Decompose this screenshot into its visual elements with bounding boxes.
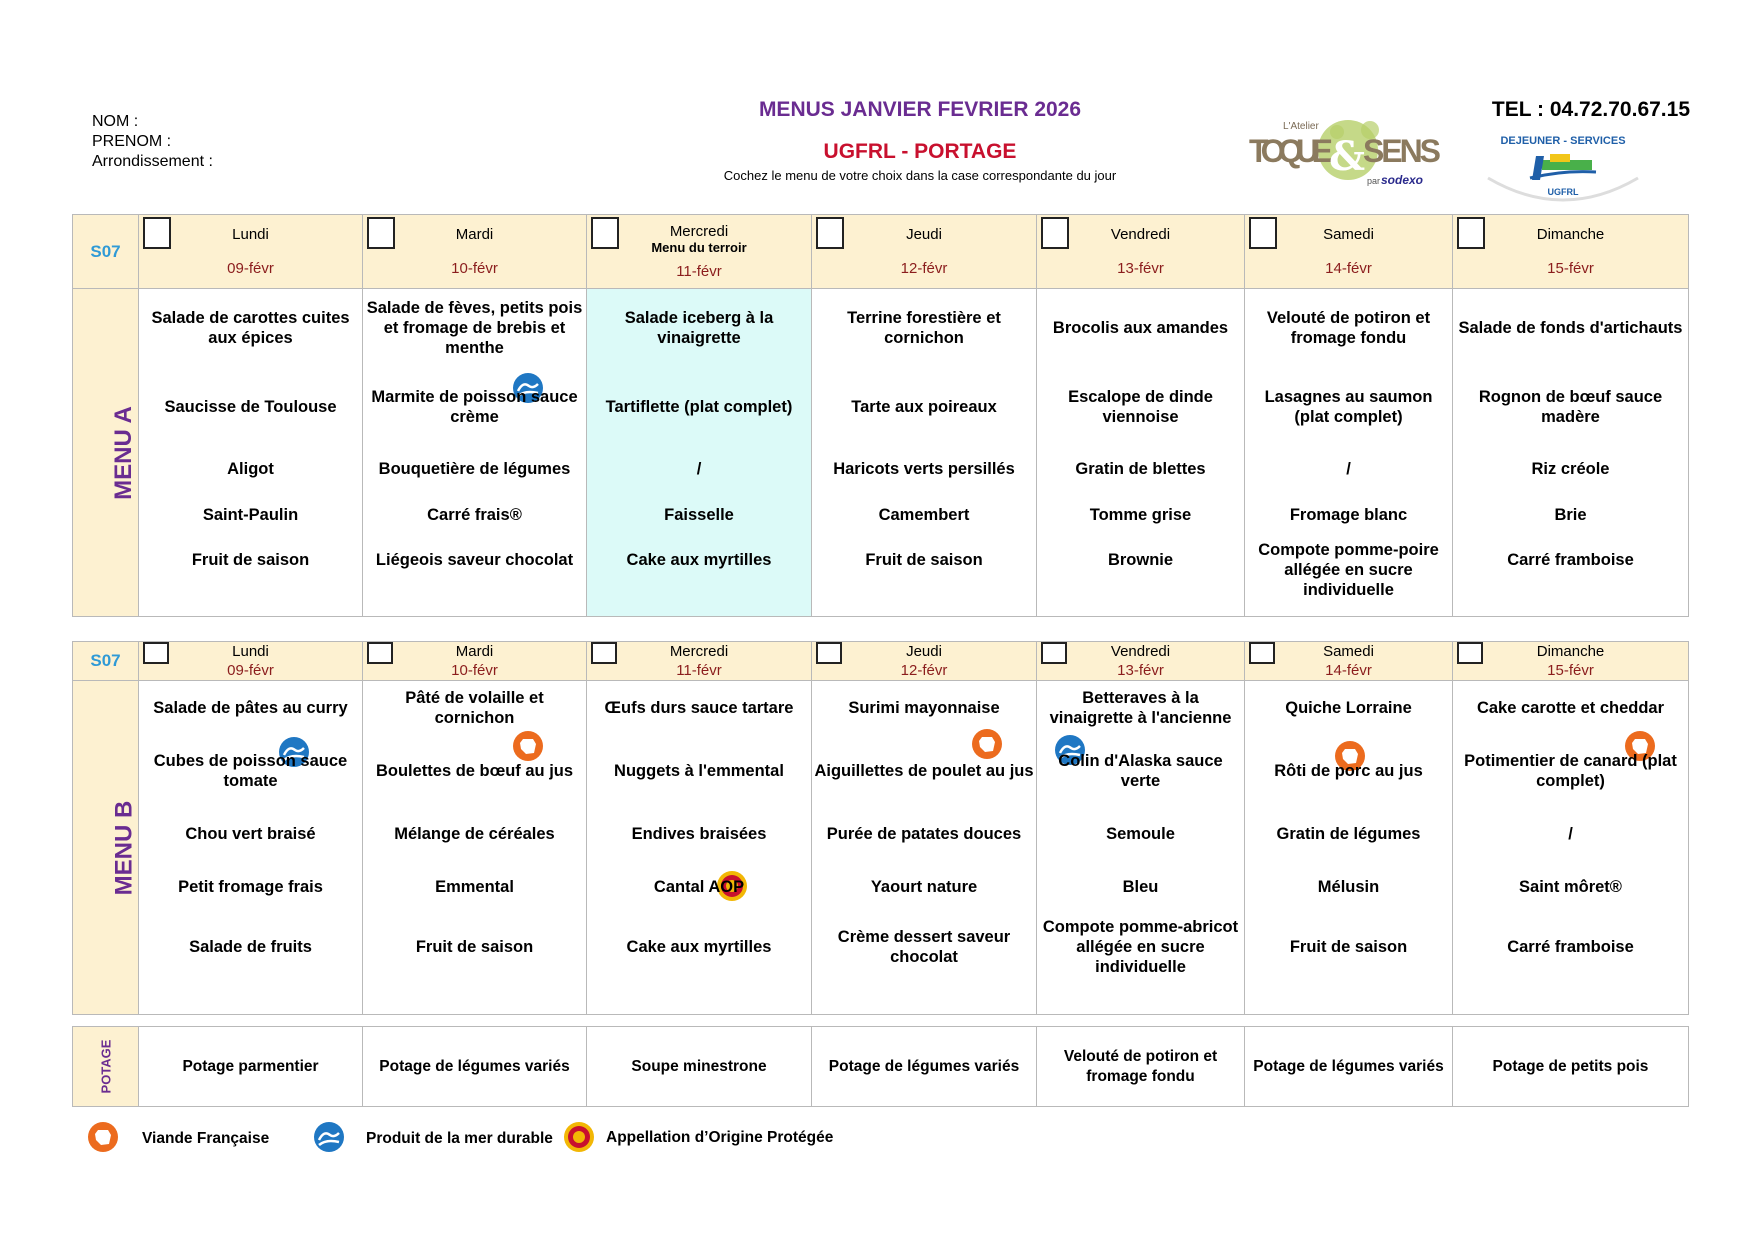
menu-item: Crème dessert saveur chocolat xyxy=(837,928,1011,967)
menu-item: Potimentier de canard (plat complet) xyxy=(1464,751,1677,790)
menu-item: Carré framboise xyxy=(1507,938,1634,957)
menu-b-day-lundi xyxy=(139,681,363,1015)
sea-product-icon xyxy=(314,1122,344,1152)
menu-item: Liégeois saveur chocolat xyxy=(375,551,574,570)
day-date: 14-févr xyxy=(1325,260,1372,277)
menu-item: Gratin de blettes xyxy=(1075,459,1206,478)
menu-item: Yaourt nature xyxy=(870,878,978,897)
menu-b-day-jeudi xyxy=(812,681,1037,1015)
menu-item: Haricots verts persillés xyxy=(833,459,1015,478)
menu-b-checkbox-mercredi[interactable] xyxy=(591,642,617,664)
nom-label: NOM : xyxy=(92,113,139,130)
day-date: 10-févr xyxy=(451,662,498,679)
day-name: Mercredi xyxy=(669,643,729,660)
prenom-label: PRENOM : xyxy=(92,133,172,150)
instructions: Cochez le menu de votre choix dans la case correspondante du jour xyxy=(723,168,1117,183)
menu-b-label: MENU B xyxy=(73,681,139,1015)
menu-item: Rôti de porc au jus xyxy=(1274,761,1423,780)
legend-label: Produit de la mer durable xyxy=(366,1130,553,1147)
menu-item: Tomme grise xyxy=(1089,505,1192,524)
menu-item: Compote pomme-abricot allégée en sucre individuelle xyxy=(1042,918,1239,977)
day-name: Dimanche xyxy=(1536,226,1605,243)
menu-item: Rognon de bœuf sauce madère xyxy=(1478,387,1663,426)
menu-item: Brocolis aux amandes xyxy=(1052,319,1229,338)
menu-item: Œufs durs sauce tartare xyxy=(604,698,794,717)
arrondissement-label: Arrondissement : xyxy=(92,153,213,170)
week-number: S07 xyxy=(73,642,139,681)
menu-b-day-mardi xyxy=(363,681,587,1015)
day-header xyxy=(363,642,587,681)
day-header xyxy=(363,215,587,289)
menu-item: Tarte aux poireaux xyxy=(851,397,997,416)
menu-item: Nuggets à l'emmental xyxy=(614,761,784,780)
day-header xyxy=(1037,215,1245,289)
menu-item: Colin d'Alaska sauce verte xyxy=(1058,751,1223,790)
menu-item: Betteraves à la vinaigrette à l'ancienne xyxy=(1049,688,1232,727)
toque-word: TOQUE xyxy=(1249,133,1333,169)
day-header xyxy=(812,215,1037,289)
day-subtitle: Menu du terroir xyxy=(651,240,747,255)
menu-item: Cubes de poisson sauce tomate xyxy=(153,751,348,790)
menu-a-day-samedi xyxy=(1245,289,1453,617)
day-header xyxy=(139,215,363,289)
menu-item: Gratin de légumes xyxy=(1276,825,1421,844)
menu-item: Salade de pâtes au curry xyxy=(153,698,348,717)
day-header xyxy=(587,215,812,289)
menu-b-day-mercredi xyxy=(587,681,812,1015)
menu-b-checkbox-vendredi[interactable] xyxy=(1041,642,1067,664)
menu-item: Saucisse de Toulouse xyxy=(164,397,337,416)
menu-item: Brownie xyxy=(1107,551,1174,570)
toque-amp: & xyxy=(1329,133,1366,180)
legend-label: Viande Française xyxy=(142,1130,270,1147)
menu-item: Endives braisées xyxy=(631,825,767,844)
ugfrl-logo xyxy=(1478,130,1648,210)
toque-sens-logo xyxy=(1245,110,1445,192)
day-header xyxy=(1245,642,1453,681)
day-header xyxy=(587,642,812,681)
menu-item: Escalope de dinde viennoise xyxy=(1068,387,1213,426)
french-meat-icon xyxy=(513,731,543,761)
page-title: MENUS JANVIER FEVRIER 2026 xyxy=(758,98,1082,121)
menu-item: Cake carotte et cheddar xyxy=(1476,698,1665,717)
menu-a-table xyxy=(72,214,1689,617)
menu-item: Fruit de saison xyxy=(415,938,534,957)
week-number: S07 xyxy=(73,215,139,289)
menu-item: Salade de carottes cuites aux épices xyxy=(151,309,350,348)
menu-b-checkbox-jeudi[interactable] xyxy=(816,642,842,664)
menu-item: Fromage blanc xyxy=(1289,505,1408,524)
menu-item: Marmite de poisson sauce crème xyxy=(371,387,578,426)
day-header xyxy=(139,642,363,681)
page-subtitle: UGFRL - PORTAGE xyxy=(823,140,1017,163)
aop-icon xyxy=(564,1122,594,1152)
sodexo-word: sodexo xyxy=(1381,173,1424,187)
menu-item: Cake aux myrtilles xyxy=(626,938,772,957)
menu-b-day-dimanche xyxy=(1453,681,1689,1015)
day-name: Mardi xyxy=(455,226,494,243)
menu-item: Tartiflette (plat complet) xyxy=(605,397,793,416)
day-date: 11-févr xyxy=(676,263,722,280)
menu-a-label: MENU A xyxy=(73,289,139,617)
menu-b-day-samedi xyxy=(1245,681,1453,1015)
menu-item: Chou vert braisé xyxy=(185,825,316,844)
menu-b-table xyxy=(72,641,1689,1015)
menu-a-day-mardi xyxy=(363,289,587,617)
toque-small: L'Atelier xyxy=(1283,121,1319,132)
menu-a-checkbox-jeudi[interactable] xyxy=(816,217,844,249)
potage-item: Potage de légumes variés xyxy=(1245,1027,1453,1107)
menu-item: Riz créole xyxy=(1531,459,1610,478)
toque-par: par xyxy=(1367,176,1381,186)
menu-item: Pâté de volaille et cornichon xyxy=(405,688,544,727)
menu-item: Camembert xyxy=(878,505,970,524)
menu-item: Salade de fonds d'artichauts xyxy=(1458,319,1683,338)
menu-item: Saint môret® xyxy=(1519,878,1622,897)
legend-label: Appellation d’Origine Protégée xyxy=(606,1129,834,1146)
day-date: 12-févr xyxy=(900,662,948,679)
potage-item: Potage de légumes variés xyxy=(812,1027,1037,1107)
menu-a-checkbox-vendredi[interactable] xyxy=(1041,217,1069,249)
menu-item: Saint-Paulin xyxy=(202,505,299,524)
day-name: Mardi xyxy=(455,643,494,660)
day-date: 15-févr xyxy=(1547,260,1594,277)
day-date: 12-févr xyxy=(900,260,948,277)
potage-label: POTAGE xyxy=(73,1027,139,1107)
menu-item: Faisselle xyxy=(664,505,734,524)
menu-item: / xyxy=(1346,459,1351,478)
client-fields xyxy=(92,112,213,172)
day-name: Mercredi xyxy=(669,223,729,240)
menu-a-checkbox-dimanche[interactable] xyxy=(1457,217,1485,249)
menu-item: Quiche Lorraine xyxy=(1285,698,1412,717)
menu-b-day-vendredi xyxy=(1037,681,1245,1015)
ugfrl-top-text: DEJEUNER - SERVICES xyxy=(1500,135,1626,147)
day-name: Jeudi xyxy=(906,226,942,243)
day-date: 13-févr xyxy=(1117,260,1164,277)
menu-item: Semoule xyxy=(1106,825,1175,844)
menu-item: Aligot xyxy=(227,459,274,478)
day-name: Vendredi xyxy=(1110,643,1171,660)
menu-b-checkbox-dimanche[interactable] xyxy=(1457,642,1483,664)
day-header xyxy=(1245,215,1453,289)
menu-item: Fruit de saison xyxy=(865,551,983,570)
menu-item: Salade de fèves, petits pois et fromage de brebis et menthe xyxy=(366,299,583,358)
day-date: 10-févr xyxy=(451,260,498,277)
menu-a-day-vendredi xyxy=(1037,289,1245,617)
menu-item: Brie xyxy=(1554,505,1587,524)
menu-item: Mélusin xyxy=(1317,878,1380,897)
menu-a-checkbox-mardi[interactable] xyxy=(367,217,395,249)
day-name: Jeudi xyxy=(906,643,942,660)
menu-item: Terrine forestière et cornichon xyxy=(847,309,1001,348)
menu-item: Carré frais® xyxy=(427,505,522,524)
potage-item: Soupe minestrone xyxy=(587,1027,812,1107)
potage-item: Potage de petits pois xyxy=(1453,1027,1689,1107)
potage-item: Potage parmentier xyxy=(139,1027,363,1107)
day-header xyxy=(1453,642,1689,681)
menu-item: Salade de fruits xyxy=(189,938,312,957)
menu-item: Cantal AOP xyxy=(653,878,745,897)
menu-a-day-lundi xyxy=(139,289,363,617)
menu-item: Fruit de saison xyxy=(191,551,310,570)
menu-item: Purée de patates douces xyxy=(826,825,1022,844)
day-name: Vendredi xyxy=(1110,226,1171,243)
menu-item: Mélange de céréales xyxy=(394,825,555,844)
menu-item: / xyxy=(1568,825,1573,844)
menu-a-day-mercredi xyxy=(587,289,812,617)
day-header xyxy=(1037,642,1245,681)
menu-item: / xyxy=(696,459,702,478)
menu-b-checkbox-samedi[interactable] xyxy=(1249,642,1275,664)
ugfrl-bottom-text: UGFRL xyxy=(1547,187,1579,197)
day-date: 09-févr xyxy=(227,260,274,277)
day-header xyxy=(812,642,1037,681)
menu-item: Carré framboise xyxy=(1507,551,1634,570)
menu-item: Salade iceberg à la vinaigrette xyxy=(624,309,774,348)
french-meat-icon xyxy=(972,729,1002,759)
menu-item: Velouté de potiron et fromage fondu xyxy=(1266,309,1431,348)
potage-item: Potage de légumes variés xyxy=(363,1027,587,1107)
potage-table xyxy=(72,1026,1689,1107)
menu-item: Fruit de saison xyxy=(1289,938,1408,957)
menu-a-day-jeudi xyxy=(812,289,1037,617)
menu-item: Emmental xyxy=(435,878,514,897)
menu-a-checkbox-lundi[interactable] xyxy=(143,217,171,249)
day-date: 11-févr xyxy=(676,662,722,679)
menu-a-checkbox-mercredi[interactable] xyxy=(591,217,619,249)
day-name: Lundi xyxy=(232,226,269,243)
menu-item: Aiguillettes de poulet au jus xyxy=(814,761,1034,780)
day-name: Lundi xyxy=(232,643,269,660)
menu-a-checkbox-samedi[interactable] xyxy=(1249,217,1277,249)
menu-b-checkbox-lundi[interactable] xyxy=(143,642,169,664)
day-name: Dimanche xyxy=(1536,643,1605,660)
menu-item: Compote pomme-poire allégée en sucre individuelle xyxy=(1258,541,1439,600)
day-date: 14-févr xyxy=(1325,662,1372,679)
menu-item: Surimi mayonnaise xyxy=(848,698,1000,717)
menu-item: Boulettes de bœuf au jus xyxy=(375,761,574,780)
potage-item: Velouté de potiron et fromage fondu xyxy=(1037,1027,1245,1107)
french-meat-icon xyxy=(88,1122,118,1152)
menu-item: Bleu xyxy=(1122,878,1159,897)
day-name: Samedi xyxy=(1323,226,1374,243)
day-date: 09-févr xyxy=(227,662,274,679)
menu-item: Bouquetière de légumes xyxy=(378,459,571,478)
menu-item: Cake aux myrtilles xyxy=(626,551,772,570)
menu-item: Lasagnes au saumon (plat complet) xyxy=(1264,387,1433,426)
menu-b-checkbox-mardi[interactable] xyxy=(367,642,393,664)
menu-a-day-dimanche xyxy=(1453,289,1689,617)
day-date: 15-févr xyxy=(1547,662,1594,679)
sens-word: SENS xyxy=(1363,133,1441,169)
menu-item: Petit fromage frais xyxy=(178,878,323,897)
phone-number: TEL : 04.72.70.67.15 xyxy=(1491,98,1690,121)
day-header xyxy=(1453,215,1689,289)
day-date: 13-févr xyxy=(1117,662,1164,679)
day-name: Samedi xyxy=(1323,643,1374,660)
